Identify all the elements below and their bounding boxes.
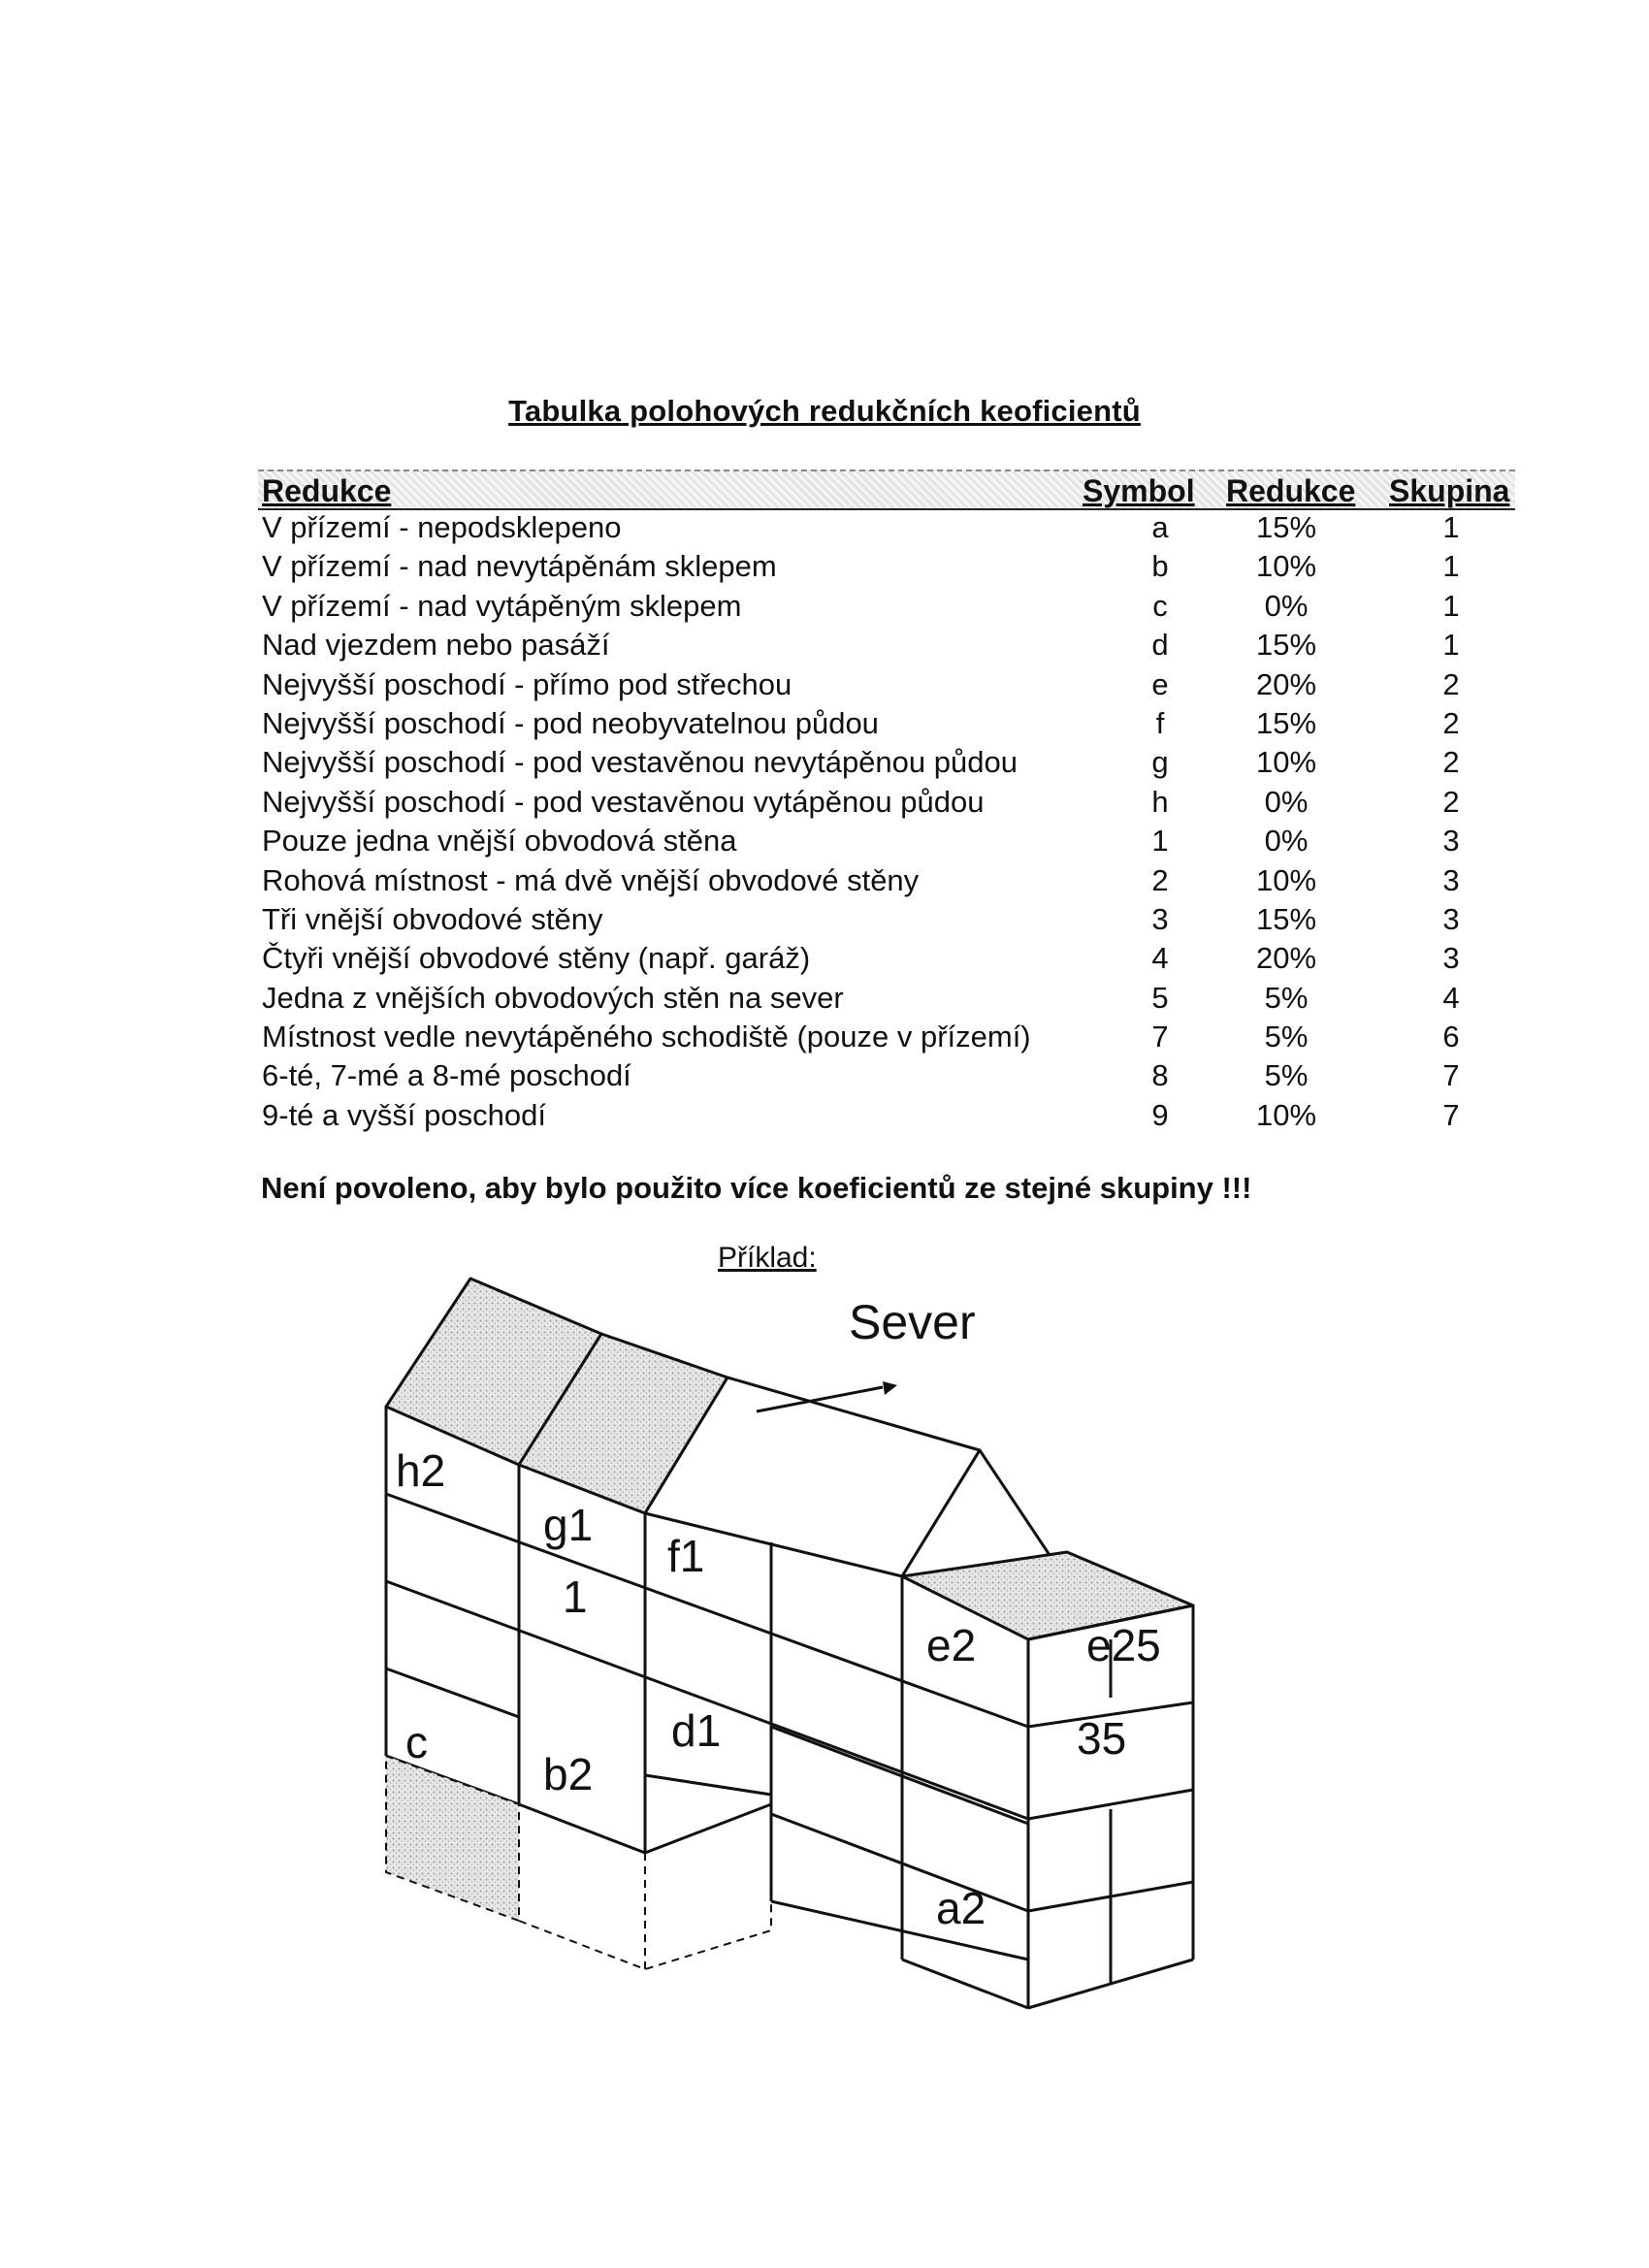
- table-row: [258, 667, 1515, 706]
- example-label: Příklad:: [718, 1242, 817, 1274]
- row-label: Nejvyšší poschodí - pod vestavěnou vytápěnou půdou: [262, 784, 985, 819]
- row-symbol: 1: [1151, 824, 1169, 859]
- table-row: [258, 549, 1515, 588]
- row-label: Nejvyšší poschodí - přímo pod střechou: [262, 666, 792, 701]
- table-row: [258, 1058, 1515, 1097]
- row-group: 4: [1442, 980, 1460, 1015]
- row-reduction: 10%: [1255, 1097, 1317, 1132]
- row-reduction: 0%: [1264, 588, 1309, 623]
- document-title: Tabulka polohových redukčních keoficientů: [508, 394, 1141, 428]
- building-diagram: [369, 1261, 1339, 2018]
- row-label: Nad vjezdem nebo pasáží: [262, 628, 610, 663]
- table-row: [258, 745, 1515, 784]
- cell-e25: e25: [1086, 1620, 1161, 1670]
- row-group: 6: [1442, 1020, 1460, 1054]
- row-label: Tři vnější obvodové stěny: [262, 901, 603, 936]
- warning-note: Není povoleno, aby bylo použito více koeficientů ze stejné skupiny !!!: [261, 1171, 1252, 1205]
- table-row: [258, 510, 1515, 549]
- row-reduction: 20%: [1255, 666, 1317, 701]
- row-symbol: c: [1152, 588, 1168, 623]
- coefficient-table: [258, 510, 1515, 1137]
- row-label: Nejvyšší poschodí - pod neobyvatelnou půdou: [262, 705, 879, 740]
- row-reduction: 10%: [1255, 745, 1317, 780]
- row-symbol: 2: [1151, 862, 1169, 897]
- table-row: [258, 1098, 1515, 1137]
- row-symbol: 3: [1151, 901, 1169, 936]
- row-label: Místnost vedle nevytápěného schodiště (pouze v přízemí): [262, 1020, 1031, 1054]
- row-group: 3: [1442, 862, 1460, 897]
- cell-h2: h2: [396, 1445, 446, 1496]
- row-reduction: 5%: [1264, 1058, 1309, 1093]
- row-reduction: 15%: [1255, 628, 1317, 663]
- row-group: 2: [1442, 705, 1460, 740]
- row-label: Nejvyšší poschodí - pod vestavěnou nevytápěnou půdou: [262, 745, 1018, 780]
- row-symbol: 7: [1151, 1020, 1169, 1054]
- row-label: Čtyři vnější obvodové stěny (např. garáž): [262, 941, 811, 976]
- table-row: [258, 863, 1515, 902]
- table-row: [258, 981, 1515, 1020]
- row-group: 2: [1442, 745, 1460, 780]
- row-group: 3: [1442, 901, 1460, 936]
- table-row: [258, 941, 1515, 980]
- row-reduction: 0%: [1264, 824, 1309, 859]
- row-symbol: g: [1151, 745, 1169, 780]
- header-group: Skupina: [1389, 473, 1510, 508]
- row-label: 9-té a vyšší poschodí: [262, 1097, 546, 1132]
- row-label: V přízemí - nad nevytápěnám sklepem: [262, 549, 777, 584]
- row-group: 2: [1442, 784, 1460, 819]
- row-symbol: f: [1155, 705, 1165, 740]
- row-label: V přízemí - nad vytápěným sklepem: [262, 588, 742, 623]
- row-reduction: 10%: [1255, 862, 1317, 897]
- row-label: Pouze jedna vnější obvodová stěna: [262, 824, 737, 859]
- row-reduction: 20%: [1255, 941, 1317, 976]
- row-symbol: 4: [1151, 941, 1169, 976]
- row-group: 3: [1442, 824, 1460, 859]
- table-row: [258, 824, 1515, 862]
- table-row: [258, 902, 1515, 941]
- row-symbol: 9: [1151, 1097, 1169, 1132]
- row-label: Jedna z vnějších obvodových stěn na sever: [262, 980, 844, 1015]
- row-reduction: 5%: [1264, 1020, 1309, 1054]
- row-reduction: 5%: [1264, 980, 1309, 1015]
- header-reduction: Redukce: [1226, 473, 1356, 508]
- cell-35: 35: [1077, 1713, 1127, 1764]
- row-group: 1: [1442, 628, 1460, 663]
- basement-heated: [386, 1756, 519, 1921]
- row-symbol: e: [1151, 666, 1169, 701]
- row-reduction: 0%: [1264, 784, 1309, 819]
- row-symbol: d: [1151, 628, 1169, 663]
- cell-a2: a2: [936, 1883, 986, 1933]
- row-group: 7: [1442, 1097, 1460, 1132]
- table-header: [258, 470, 1515, 510]
- row-reduction: 15%: [1255, 705, 1317, 740]
- cell-1: 1: [563, 1571, 588, 1622]
- row-label: Rohová místnost - má dvě vnější obvodové stěny: [262, 862, 920, 897]
- cell-b2: b2: [543, 1749, 594, 1799]
- table-row: [258, 1020, 1515, 1058]
- row-group: 3: [1442, 941, 1460, 976]
- row-group: 7: [1442, 1058, 1460, 1093]
- header-reduction-label: Redukce: [262, 473, 392, 508]
- row-symbol: a: [1151, 510, 1169, 544]
- row-group: 1: [1442, 510, 1460, 544]
- row-label: 6-té, 7-mé a 8-mé poschodí: [262, 1058, 631, 1093]
- table-row: [258, 706, 1515, 745]
- row-symbol: h: [1151, 784, 1169, 819]
- row-symbol: 5: [1151, 980, 1169, 1015]
- table-row: [258, 628, 1515, 666]
- row-group: 1: [1442, 549, 1460, 584]
- row-reduction: 15%: [1255, 901, 1317, 936]
- table-row: [258, 589, 1515, 628]
- cell-g1: g1: [543, 1500, 594, 1550]
- row-label: V přízemí - nepodsklepeno: [262, 510, 622, 544]
- cell-d1: d1: [671, 1705, 722, 1756]
- row-group: 2: [1442, 666, 1460, 701]
- row-group: 1: [1442, 588, 1460, 623]
- cell-e2: e2: [926, 1620, 977, 1670]
- cell-c: c: [405, 1717, 428, 1767]
- row-symbol: b: [1151, 549, 1169, 584]
- header-symbol: Symbol: [1083, 473, 1195, 508]
- row-reduction: 15%: [1255, 510, 1317, 544]
- cell-f1: f1: [667, 1531, 705, 1581]
- row-reduction: 10%: [1255, 549, 1317, 584]
- row-symbol: 8: [1151, 1058, 1169, 1093]
- table-row: [258, 785, 1515, 824]
- north-label: Sever: [849, 1295, 976, 1349]
